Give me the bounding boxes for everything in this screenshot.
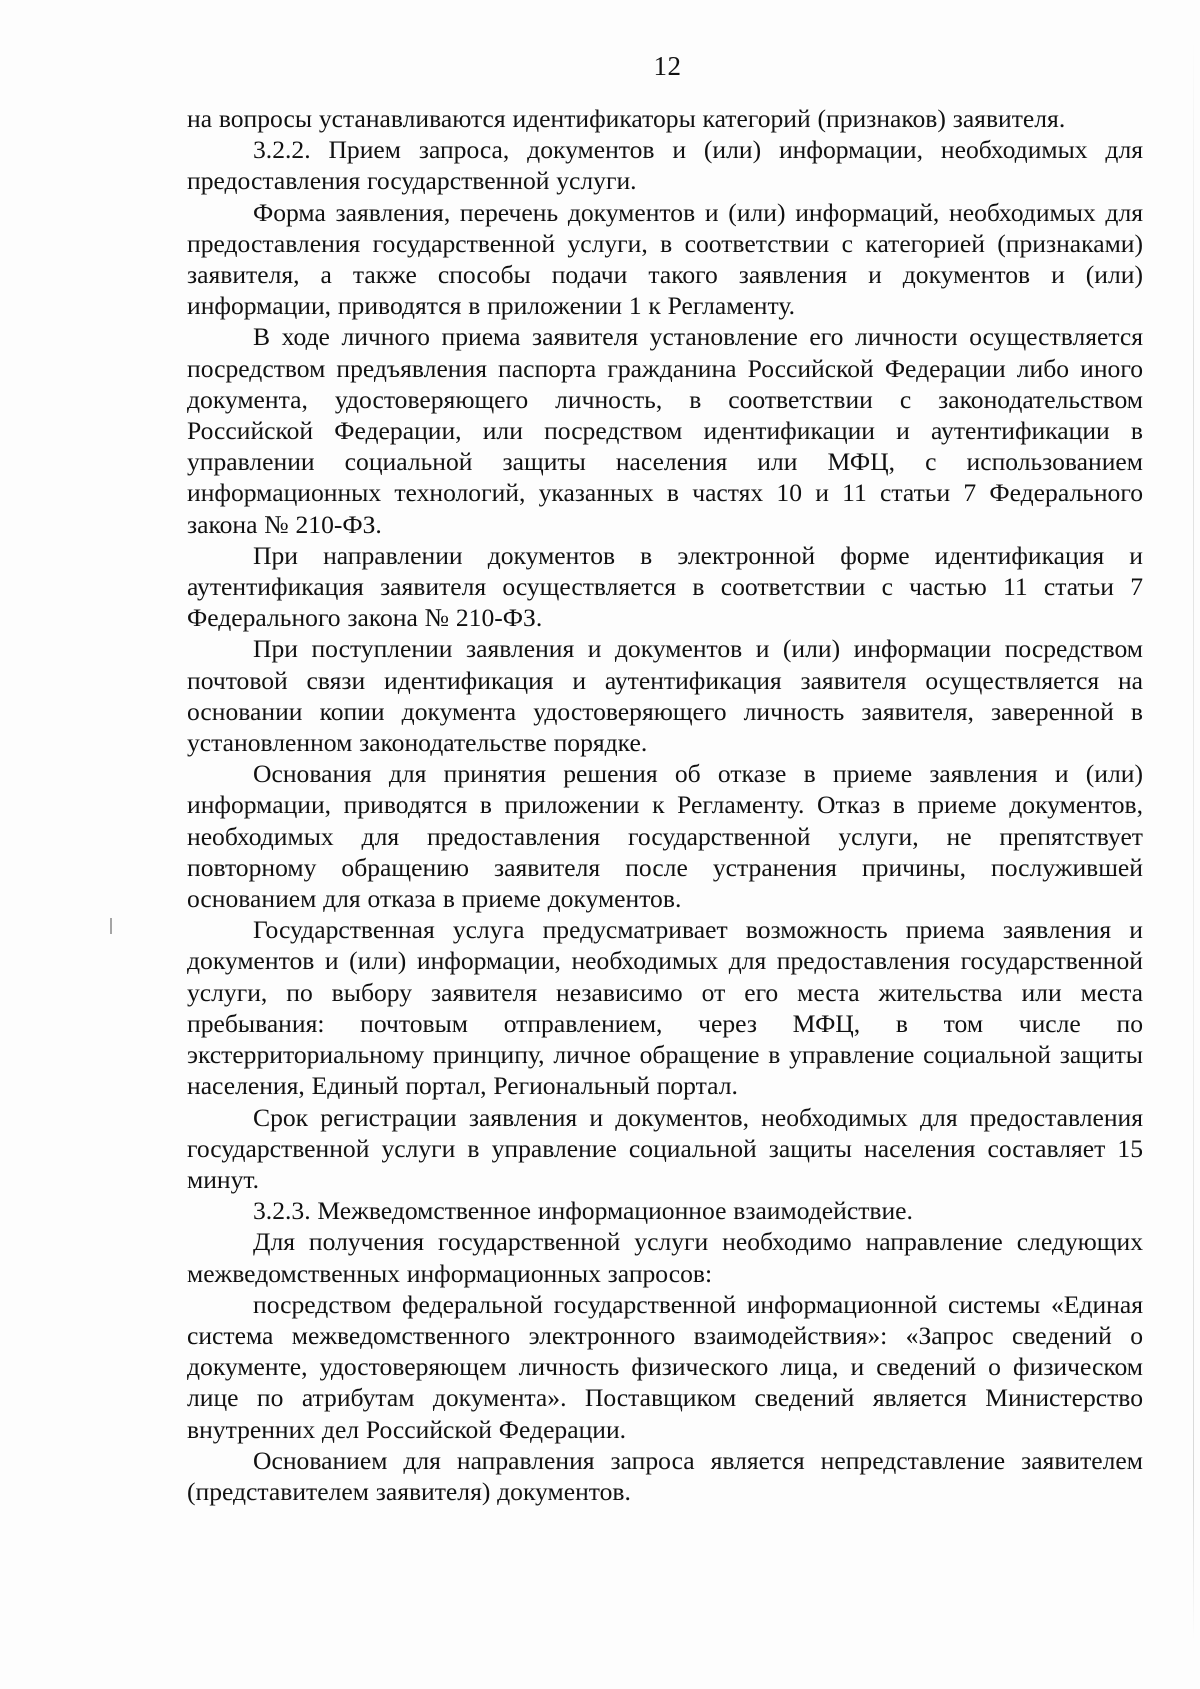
paragraph-section-3-2-3-heading: 3.2.3. Межведомственное информационное взаимодействие. (253, 1196, 913, 1226)
paragraph-postal-submission: При поступлении заявления и документов и (или) информации посредством почтовой связи идентификация и аутентификация заявителя осуществляется на основании копии документа удостоверяющего личность заявителя, заверенной в установленном законодательстве порядке. (187, 634, 1143, 758)
paragraph-continuation: на вопросы устанавливаются идентификаторы категорий (признаков) заявителя. (187, 104, 1066, 133)
paragraph-application-form: Форма заявления, перечень документов и (или) информаций, необходимых для предоставления государственной услуги, в соответствии с категорией (признаками) заявителя, а также способы подачи такого заявления и документов и (или) информации, приводятся в приложении 1 к Регламенту. (187, 197, 1143, 321)
paragraph-request-grounds: Основанием для направления запроса является непредставление заявителем (представителем заявителя) документов. (187, 1445, 1143, 1506)
scan-edge-shadow (1193, 40, 1194, 1640)
paragraph-personal-reception: В ходе личного приема заявителя установление его личности осуществляется посредством предъявления паспорта гражданина Российской Федерации либо иного документа, удостоверяющего личность, в соответствии с законодательством Российской Федерации, или посредством идентификации и аутентификации в управлении социальной защиты населения или МФЦ, с использованием информационных технологий, указанных в частях 10 и 11 статьи 7 Федерального закона № 210-ФЗ. (187, 322, 1143, 539)
paragraph-electronic-submission: При направлении документов в электронной форме идентификация и аутентификация заявителя осуществляется в соответствии с частью 11 статьи 7 Федерального закона № 210-ФЗ. (187, 540, 1143, 633)
page-number: 12 (653, 51, 682, 81)
scan-speck (110, 918, 112, 934)
paragraph-interagency-requests: Для получения государственной услуги необходимо направление следующих межведомственных информационных запросов: (187, 1227, 1143, 1288)
paragraph-refusal-grounds: Основания для принятия решения об отказе в приеме заявления и (или) информации, приводятся в приложении к Регламенту. Отказ в приеме документов, необходимых для предоставления государственной услуги, не препятствует повторному обращению заявителя после устранения причины, послужившей основанием для отказа в приеме документов. (187, 759, 1143, 914)
paragraph-registration-term: Срок регистрации заявления и документов, необходимых для предоставления государственной услуги в управление социальной защиты населения составляет 15 минут. (187, 1102, 1143, 1194)
paragraph-federal-system: посредством федеральной государственной информационной системы «Единая система межведомственного электронного взаимодействия»: «Запрос сведений о документе, удостоверяющем личность физического лица, и сведений о физическом лице по атрибутам документа». Поставщиком сведений является Министерство внутренних дел Российской Федерации. (187, 1289, 1143, 1444)
document-body (187, 103, 1143, 1507)
paragraph-submission-options: Государственная услуга предусматривает возможность приема заявления и документов и (или) информации, необходимых для предоставления государственной услуги, по выбору заявителя независимо от его места жительства или места пребывания: почтовым отправлением, через МФЦ, в том числе по экстерриториальному принципу, личное обращение в управление социальной защиты населения, Единый портал, Региональный портал. (187, 915, 1143, 1101)
paragraph-section-3-2-2-heading: 3.2.2. Прием запроса, документов и (или) информации, необходимых для предоставления государственной услуги. (187, 135, 1143, 196)
